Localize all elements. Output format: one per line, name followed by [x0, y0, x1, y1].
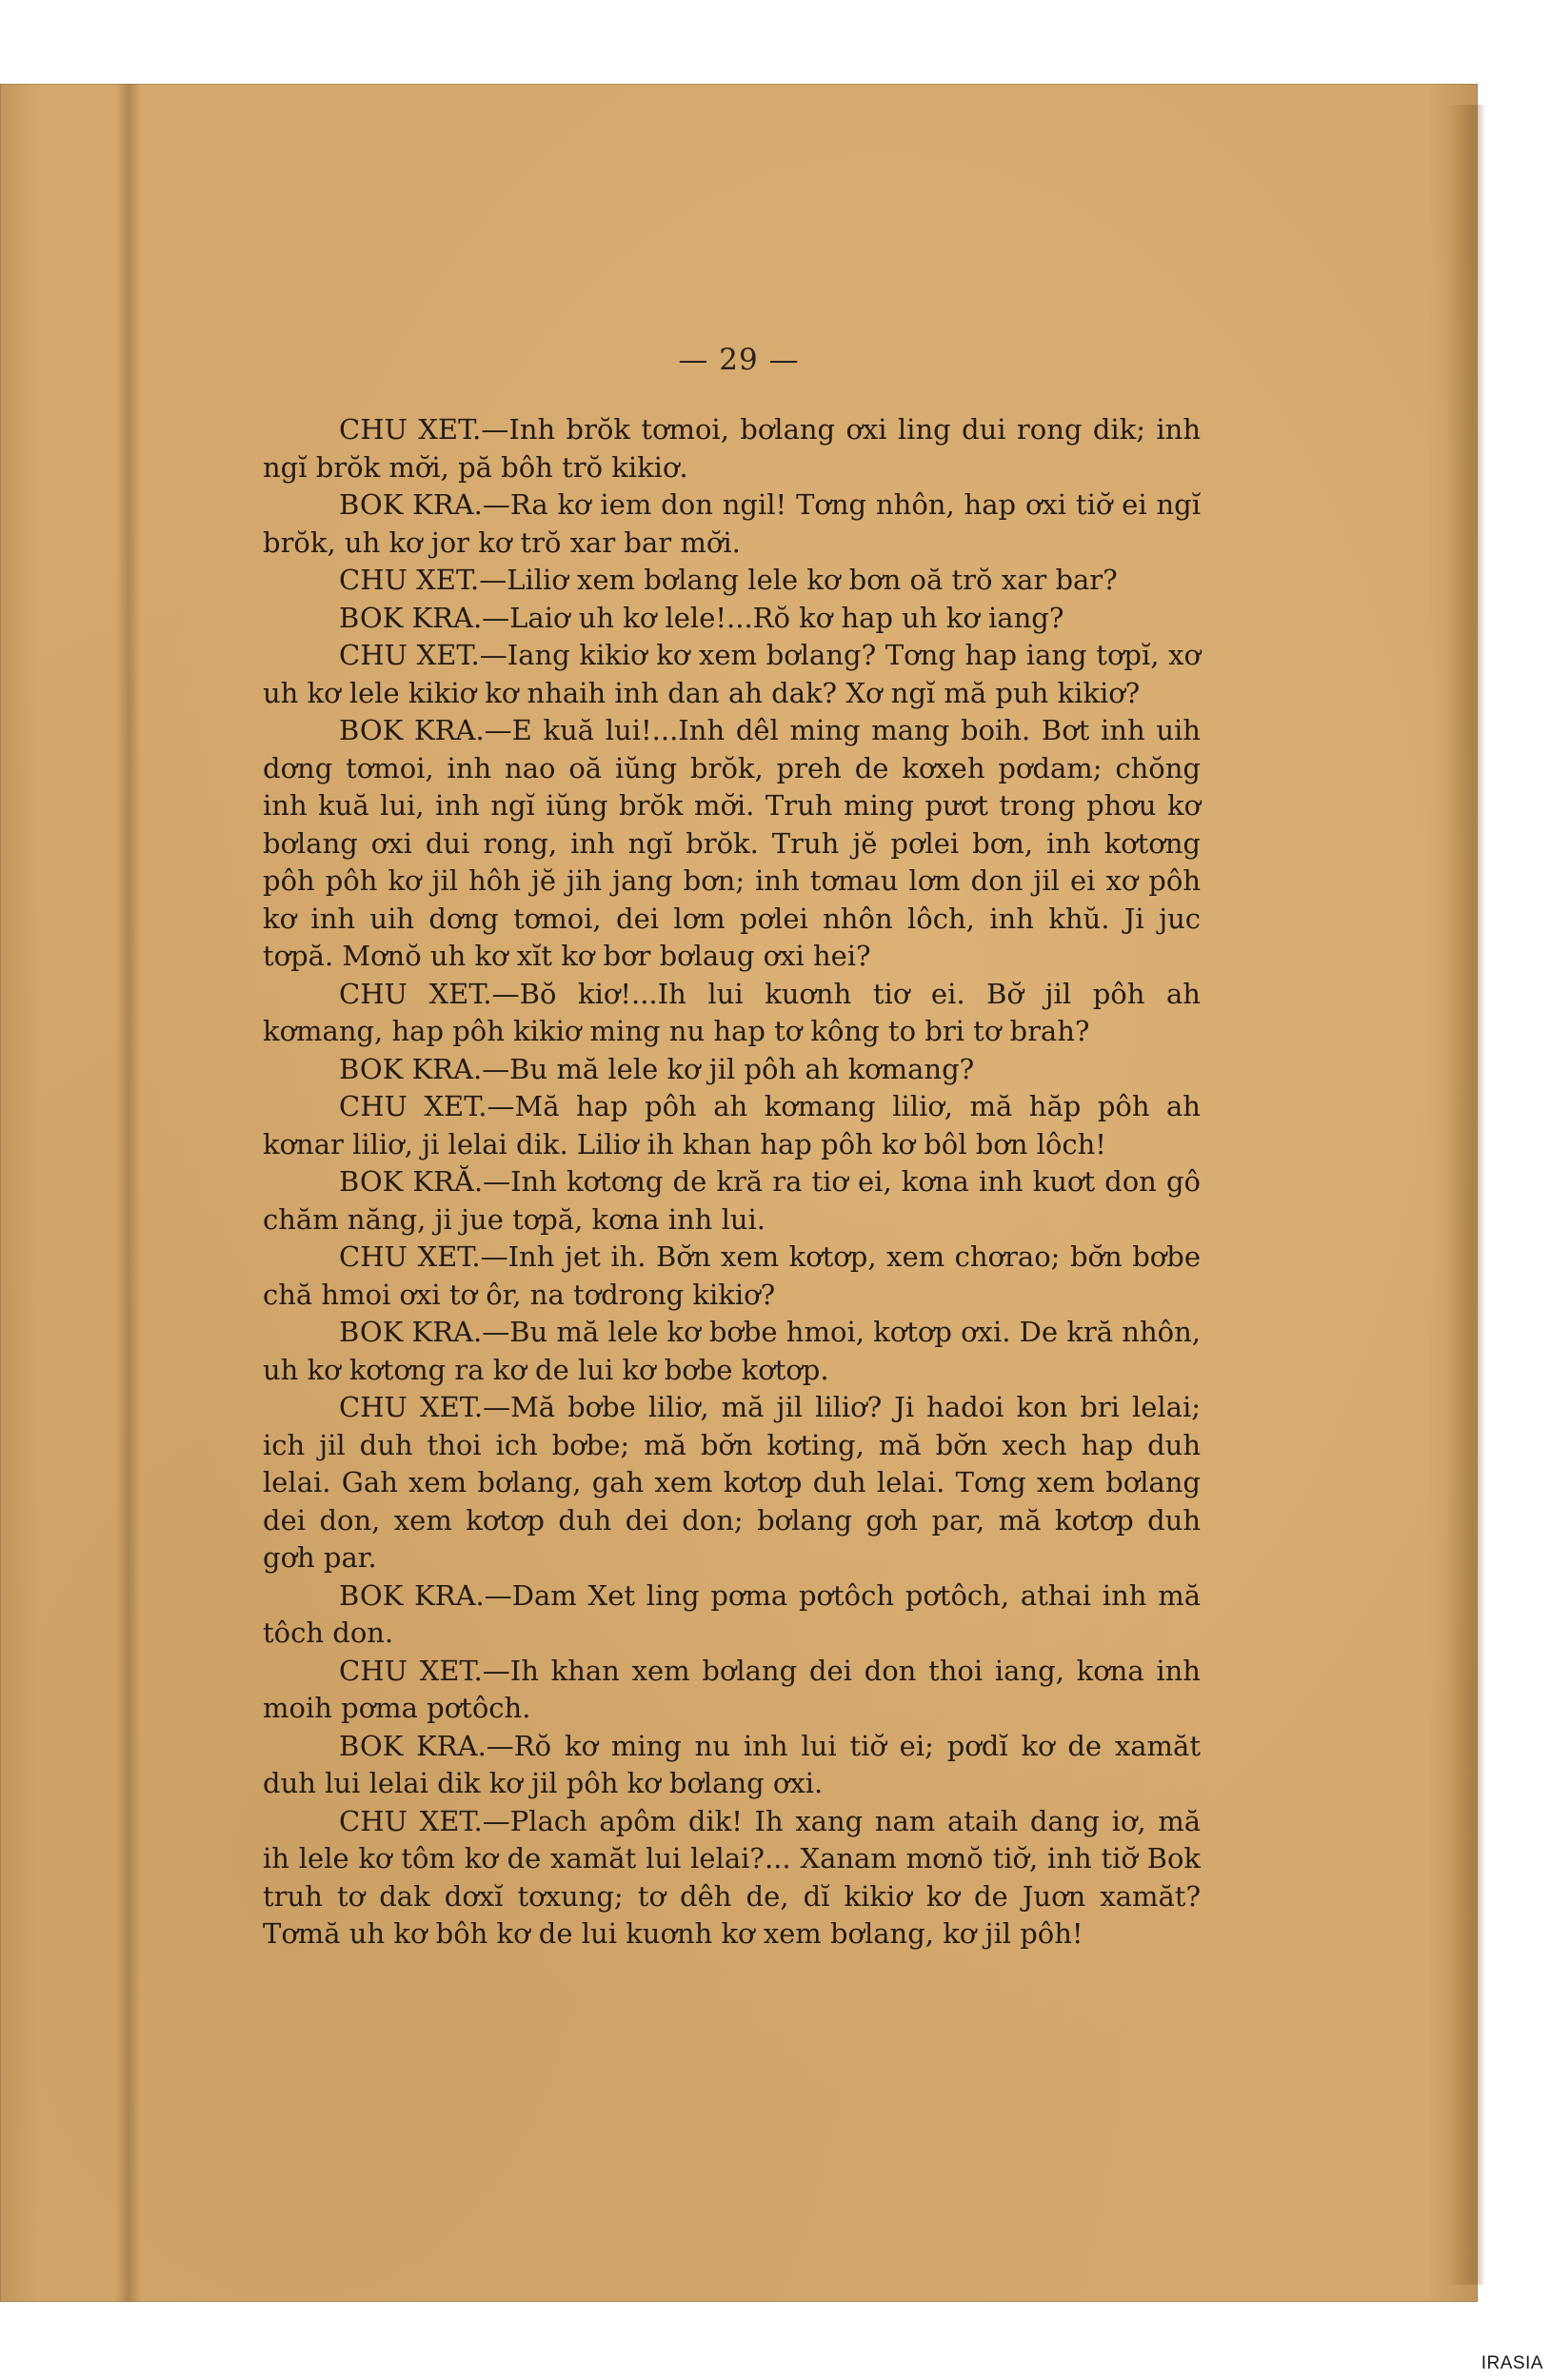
paragraph: BOK KRA.—Bu mă lele kơ bơbe hmoi, kơtơp ơxi. De kră nhôn, uh kơ kơtơng ra kơ de lui kơ bơbe kơtơp.	[263, 1316, 1201, 1386]
paragraph: CHU XET.—Mă hap pôh ah kơmang liliơ, mă hăp pôh ah kơnar liliơ, ji lelai dik. Liliơ ih khan hap pôh kơ bôl bơn lôch!	[263, 1090, 1201, 1160]
paragraph: CHU XET.—Iang kikiơ kơ xem bơlang? Tơng hap iang tơpĭ, xơ uh kơ lele kikiơ kơ nhaih inh dan ah dak? Xơ ngĭ mă puh kikiơ?	[263, 639, 1201, 709]
paragraph: BOK KRA.—Rŏ kơ ming nu inh lui tiơ̆ ei; pơdĭ kơ de xamăt duh lui lelai dik kơ jil pôh kơ bơlang ơxi.	[263, 1729, 1201, 1799]
paragraph: BOK KRA.—Ra kơ iem don ngil! Tơng nhôn, hap ơxi tiơ̆ ei ngĭ brŏk, uh kơ jor kơ trŏ xar bar mơ̆i.	[263, 488, 1201, 559]
paragraph: BOK KRA.—Laiơ uh kơ lele!...Rŏ kơ hap uh kơ iang?	[339, 601, 1064, 634]
watermark: IRASIA	[1481, 2353, 1543, 2373]
paragraph: CHU XET.—Liliơ xem bơlang lele kơ bơn oă trŏ xar bar?	[339, 564, 1118, 596]
paragraph: CHU XET.—Plach apôm dik! Ih xang nam ataih dang iơ, mă ih lele kơ tôm kơ de xamăt lui lelai?... Xanam mơnŏ tiơ̆, inh tiơ̆ Bok truh tơ dak dơxĭ tơxung; tơ dêh de, dĭ kikiơ kơ de Juơn xamăt? Tơmă uh kơ bôh kơ de lui kuơnh kơ xem bơlang, kơ jil pôh!	[263, 1804, 1201, 1950]
paragraph: BOK KRA.—E kuă lui!...Inh dêl ming mang boih. Bơt inh uih dơng tơmoi, inh nao oă iŭng brŏk, preh de kơxeh pơdam; chŏng inh kuă lui, inh ngĭ iŭng brŏk mơ̆i. Truh ming pươt trong phơu kơ bơlang ơxi dui rong, inh ngĭ brŏk. Truh jĕ pơlei bơn, inh kơtơng pôh pôh kơ jil hôh jĕ jih jang bơn; inh tơmau lơm don jil ei xơ pôh kơ inh uih dơng tơmoi, dei lơm pơlei nhôn lôch, inh khŭ. Ji juc tơpă. Mơnŏ uh kơ xĭt kơ bơr bơlaug ơxi hei?	[263, 714, 1201, 972]
page-right-edge	[1447, 105, 1485, 2285]
paragraph: CHU XET.—Mă bơbe liliơ, mă jil liliơ? Ji hadoi kon bri lelai; ich jil duh thoi ich bơbe; mă bơ̆n kơting, mă bơ̆n xech hap duh lelai. Gah xem bơlang, gah xem kơtơp duh lelai. Tơng xem bơlang dei don, xem kơtơp duh dei don; bơlang gơh par, mă kơtơp duh gơh par.	[263, 1391, 1201, 1574]
paragraph: BOK KRA.—Bu mă lele kơ jil pôh ah kơmang?	[339, 1052, 975, 1085]
paragraph: CHU XET.—Bŏ kiơ!...Ih lui kuơnh tiơ ei. Bơ̆ jil pôh ah kơmang, hap pôh kikiơ ming nu hap tơ kông to bri tơ brah?	[263, 977, 1201, 1047]
page-fold	[116, 84, 141, 2302]
page-number: — 29 —	[678, 343, 800, 377]
paragraph: BOK KRĂ.—Inh kơtơng de kră ra tiơ ei, kơna inh kuơt don gô chăm năng, ji jue tơpă, kơna inh lui.	[263, 1165, 1201, 1236]
paragraph: CHU XET.—Inh jet ih. Bơ̆n xem kơtơp, xem chơrao; bơ̆n bơbe chă hmoi ơxi tơ ôr, na tơdrong kikiơ?	[263, 1240, 1201, 1311]
paragraph: CHU XET.—Ih khan xem bơlang dei don thoi iang, kơna inh moih pơma pơtôch.	[263, 1654, 1201, 1724]
paragraph: BOK KRA.—Dam Xet ling pơma pơtôch pơtôch, athai inh mă tôch don.	[263, 1578, 1201, 1649]
paragraph: CHU XET.—Inh brŏk tơmoi, bơlang ơxi ling dui rong dik; inh ngĭ brŏk mơ̆i, pă bôh trŏ kikiơ.	[263, 413, 1201, 484]
page-text	[263, 411, 1201, 1954]
